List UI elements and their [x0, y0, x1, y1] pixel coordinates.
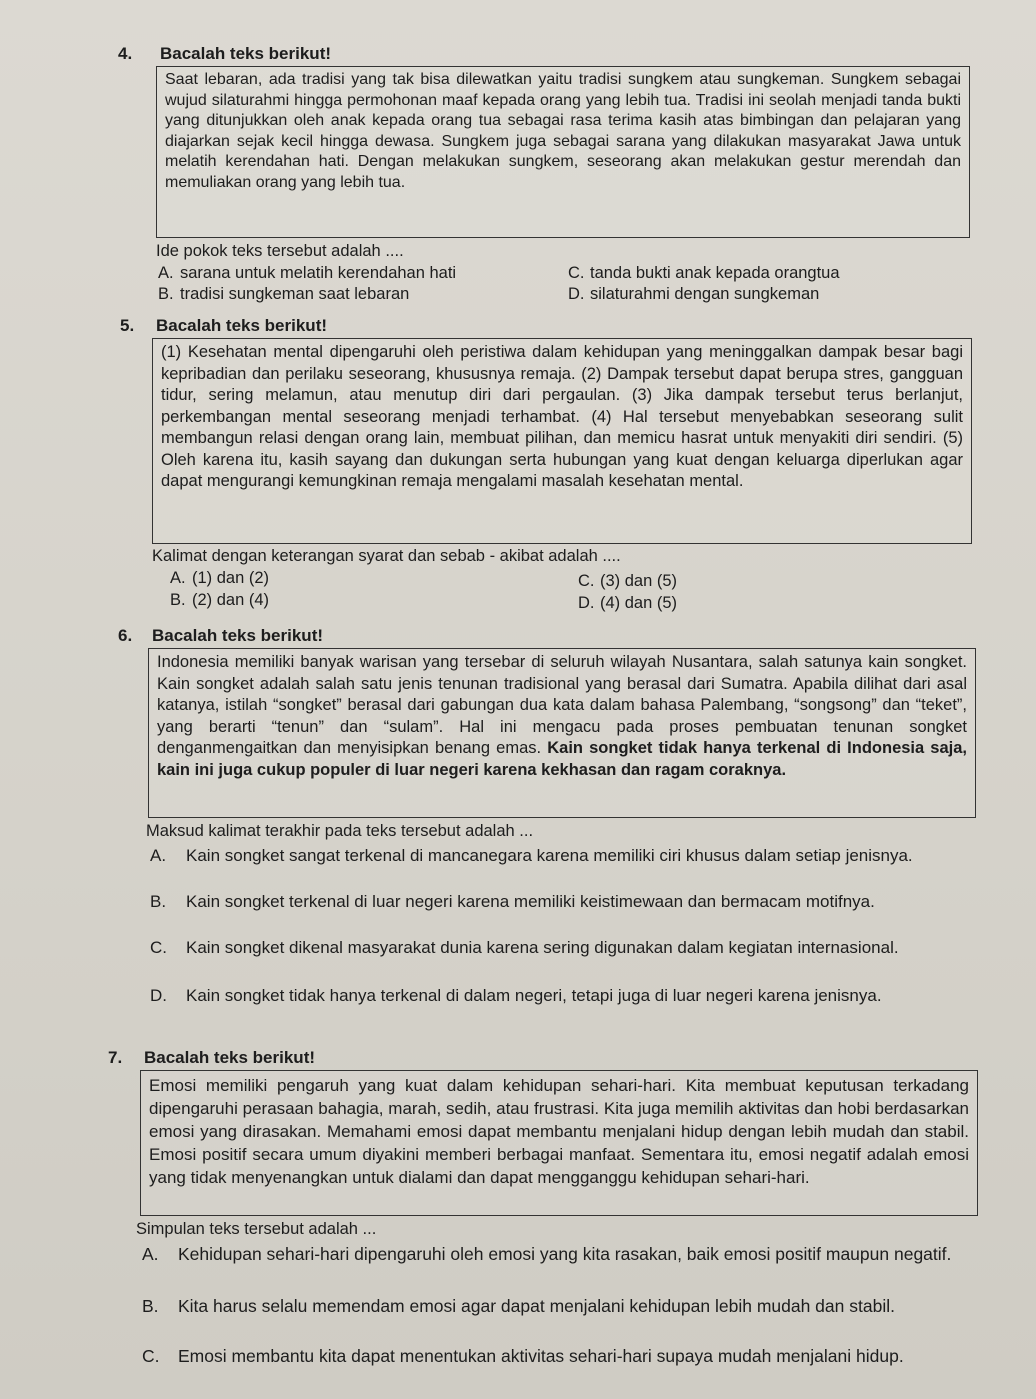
q4-option-a-text: sarana untuk melatih kerendahan hati: [180, 264, 457, 282]
q7-passage: Emosi memiliki pengaruh yang kuat dalam kehidupan sehari-hari. Kita membuat keputusan terkadang dipengaruhi perasaan bahagia, marah, sedih, atau frustrasi. Kita juga memilih aktivitas dan hobi berdasarkan emosi yang dirasakan. Memahami emosi dapat membantu menjalani hidup dengan lebih mudah dan stabil. Emosi positif secara umum diyakini memberi berbagai manfaat. Sementara itu, emosi negatif adalah emosi yang tidak menyenangkan untuk dialami dan dapat mengganggu kehidupan sehari-hari.: [149, 1076, 969, 1187]
q6-option-c-text: Kain songket dikenal masyarakat dunia karena sering digunakan dalam kegiatan internasional.: [186, 938, 899, 957]
q6-option-a-text: Kain songket sangat terkenal di mancanegara karena memiliki ciri khusus dalam setiap jenisnya.: [186, 846, 913, 865]
q6-passage-last-sentence: Kain songket tidak hanya terkenal di Indonesia saja, kain ini juga cukup populer di luar negeri karena kekhasan dan ragam coraknya.: [157, 739, 968, 779]
q5-option-b[interactable]: [170, 591, 269, 610]
q4-option-b-text: tradisi sungkeman saat lebaran: [180, 285, 410, 303]
q6-passage-box: [148, 648, 976, 818]
q5-title: Bacalah teks berikut!: [156, 316, 328, 335]
q4-title: Bacalah teks berikut!: [160, 44, 332, 63]
q7-option-c-label: C.: [142, 1346, 160, 1366]
q4-passage-box: [156, 66, 970, 238]
q7-option-a-text: Kehidupan sehari-hari dipengaruhi oleh emosi yang kita rasakan, baik emosi positif maupun negatif.: [178, 1244, 952, 1264]
q5-option-d-label: D.: [578, 594, 595, 612]
q4-passage: Saat lebaran, ada tradisi yang tak bisa dilewatkan yaitu tradisi sungkem atau sungkeman. Sungkem sebagai wujud silaturahmi hingga permohonan maaf kepada orang yang lebih tua. Tradisi ini seolah menjadi tanda bukti yang ditunjukkan oleh anak kepada orang tua sebagai rasa terima kasih atas bimbingan dan pelajaran yang diajarkan sejak kecil hingga dewasa. Sungkem juga sebagai sarana yang dilakukan masyarakat Jawa untuk melatih kerendahan hati. Dengan melakukan sungkem, seseorang akan melakukan gestur merendah dan memuliakan orang yang lebih tua.: [165, 71, 961, 191]
q6-title: Bacalah teks berikut!: [152, 626, 324, 645]
q4-option-d[interactable]: [568, 285, 819, 304]
q5-number: 5.: [120, 316, 135, 335]
q5-option-d[interactable]: [578, 594, 677, 613]
q6-option-b-text: Kain songket terkenal di luar negeri karena memiliki keistimewaan dan bermacam motifnya.: [186, 892, 875, 911]
q7-option-b-text: Kita harus selalu memendam emosi agar dapat menjalani kehidupan lebih mudah dan stabil.: [178, 1296, 895, 1316]
q4-option-a[interactable]: [158, 264, 456, 283]
q6-option-a-label: A.: [150, 846, 167, 865]
q6-option-a[interactable]: [150, 844, 980, 867]
q7-option-b-label: B.: [142, 1296, 159, 1316]
q6-passage: Indonesia memiliki banyak warisan yang tersebar di seluruh wilayah Nusantara, salah satunya kain songket. Kain songket adalah salah satu jenis tenunan tradisional yang berasal dari Sumatra. Apabila dilihat dari asal katanya, istilah “songket” berasal dari gabungan dua kata dalam bahasa Palembang, “songsong” dan “teket”, yang berarti “tenun” dan “sulam”. Hal ini mengacu pada proses pembuatan tenunan songket denganmengaitkan dan menyisipkan benang emas.: [157, 653, 967, 757]
q7-option-c-text: Emosi membantu kita dapat menentukan aktivitas sehari-hari supaya mudah menjalani hidup.: [178, 1346, 904, 1366]
q6-option-b[interactable]: [150, 890, 980, 913]
q4-option-c[interactable]: [568, 264, 840, 283]
q7-option-a[interactable]: [142, 1242, 992, 1266]
q4-number: 4.: [118, 44, 133, 63]
q4-option-d-text: silaturahmi dengan sungkeman: [590, 285, 820, 303]
q5-stem: Kalimat dengan keterangan syarat dan sebab - akibat adalah ....: [152, 547, 621, 565]
q4-option-b-label: B.: [158, 285, 174, 303]
q7-stem: Simpulan teks tersebut adalah ...: [136, 1220, 377, 1238]
q5-passage: (1) Kesehatan mental dipengaruhi oleh peristiwa dalam kehidupan yang meninggalkan dampak besar bagi kepribadian dan perilaku seseorang, khususnya remaja. (2) Dampak tersebut dapat berupa stres, gangguan tidur, sering melamun, atau menutup diri dari pergaulan. (3) Jika dampak tersebut terus berlanjut, perkembangan mental seseorang menjadi terhambat. (4) Hal tersebut menyebabkan seseorang sulit membangun relasi dengan orang lain, membuat pilihan, dan memicu hasrat untuk menyakiti diri sendiri. (5) Oleh karena itu, kasih sayang dan dukungan serta hubungan yang kuat dengan keluarga diperlukan agar dapat mengurangi kemungkinan remaja mengalami masalah kesehatan mental.: [161, 343, 963, 490]
q6-option-c-label: C.: [150, 938, 167, 957]
q4-option-b[interactable]: [158, 285, 409, 304]
q5-option-b-text: (2) dan (4): [192, 591, 270, 609]
q5-option-d-text: (4) dan (5): [600, 594, 678, 612]
q5-option-c-text: (3) dan (5): [600, 572, 678, 590]
q5-option-c-label: C.: [578, 572, 595, 590]
q5-option-a[interactable]: [170, 569, 269, 588]
q7-option-a-label: A.: [142, 1244, 159, 1264]
q7-option-c[interactable]: [142, 1344, 992, 1368]
q4-stem: Ide pokok teks tersebut adalah ....: [156, 242, 404, 260]
q6-option-d-text: Kain songket tidak hanya terkenal di dalam negeri, tetapi juga di luar negeri karena jenisnya.: [186, 986, 882, 1005]
q6-stem: Maksud kalimat terakhir pada teks tersebut adalah ...: [146, 822, 534, 840]
q4-option-c-text: tanda bukti anak kepada orangtua: [590, 264, 840, 282]
q6-number: 6.: [118, 626, 133, 645]
q4-option-d-label: D.: [568, 285, 585, 303]
q5-passage-box: [152, 338, 972, 544]
q4-option-a-label: A.: [158, 264, 174, 282]
q7-passage-box: [140, 1070, 978, 1216]
q5-option-b-label: B.: [170, 591, 186, 609]
q5-option-a-label: A.: [170, 569, 186, 587]
q4-option-c-label: C.: [568, 264, 585, 282]
q6-option-d[interactable]: [150, 984, 980, 1007]
q7-option-b[interactable]: [142, 1294, 992, 1318]
q7-number: 7.: [108, 1048, 123, 1067]
q7-title: Bacalah teks berikut!: [144, 1048, 316, 1067]
q5-option-a-text: (1) dan (2): [192, 569, 270, 587]
q6-option-b-label: B.: [150, 892, 167, 911]
q5-option-c[interactable]: [578, 572, 677, 591]
q6-option-d-label: D.: [150, 986, 167, 1005]
q6-option-c[interactable]: [150, 936, 980, 959]
